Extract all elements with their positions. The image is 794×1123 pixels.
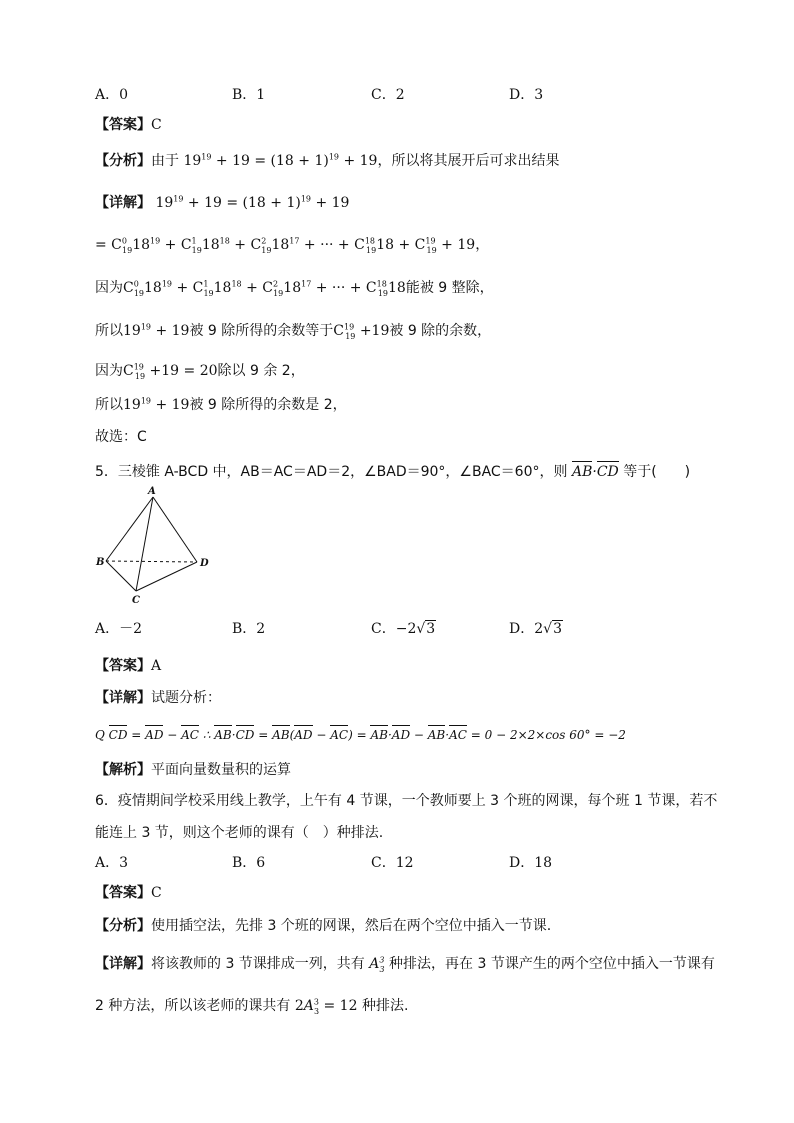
analysis-text: ，所以将其展开后可求出结果	[377, 153, 560, 169]
q4-detail-line-6	[95, 398, 347, 412]
answer-value: A	[151, 658, 162, 674]
q4-detail-line-5	[95, 362, 305, 381]
formula: $C^0_{19}18^{19} + C^1_{19}18^{18} + C^2_{19}18^{17}$ + ··· + $C^{18}_{19}18$	[123, 279, 406, 298]
q5-option-a: A．－2	[95, 621, 143, 637]
q4-detail-line-1	[95, 196, 349, 210]
q4-detail-line-3	[95, 279, 494, 298]
q4-detail-line-2	[95, 236, 490, 255]
vertex-label-d: D	[200, 558, 209, 569]
text: 所以	[95, 323, 123, 339]
answer-value: C	[151, 885, 162, 901]
vertex-label-b: B	[96, 557, 105, 568]
text: 因为	[95, 363, 123, 379]
detail-text: 种排法.	[361, 998, 409, 1014]
detail-text: 将该教师的 3 节课排成一列，共有	[151, 956, 365, 972]
q5-solution	[95, 763, 291, 777]
q6-option-a: A．3	[95, 855, 129, 871]
q6-option-b: B．6	[232, 855, 266, 871]
answer-tag: 【答案】	[95, 117, 151, 133]
formula: $2A^3_3 = 12$	[294, 997, 358, 1016]
detail-tag: 【详解】	[95, 690, 151, 706]
text: 所以	[95, 397, 123, 413]
text: 被 9 除所得的余数等于	[189, 323, 334, 339]
formula: = $C^0_{19}18^{19} + C^1_{19}18^{18} + C^2_{19}18^{17}$ + ··· + $C^{18}_{19}18 + C^{19}_{19} + 19$	[95, 236, 476, 255]
q6-detail-line-2	[95, 997, 409, 1016]
q4-analysis	[95, 154, 559, 168]
vertex-label-c: C	[132, 595, 140, 606]
text: 除以 9 余 2，	[217, 363, 305, 379]
answer-value: C	[151, 117, 162, 133]
text: ，	[475, 237, 490, 253]
formula: $19^{19} + 19$	[123, 396, 190, 413]
q4-option-b: B．1	[232, 87, 266, 103]
q4-option-d: D．3	[509, 87, 544, 103]
q4-option-c: C．2	[371, 87, 405, 103]
question-text: 5．三棱锥 A-BCD 中，AB＝AC＝AD＝2，∠BAD＝90°，∠BAC＝60°，则	[95, 464, 568, 480]
tetrahedron-diagram	[92, 485, 217, 607]
analysis-tag: 【分析】	[95, 918, 151, 934]
q4-conclusion: 故选：C	[95, 429, 147, 445]
detail-tag: 【详解】	[95, 956, 151, 972]
q4-answer	[95, 118, 162, 132]
text: 被 9 除所得的余数是 2，	[189, 397, 347, 413]
q5-answer	[95, 659, 161, 673]
text: 被 9 除的余数，	[389, 323, 492, 339]
solution-tag: 【解析】	[95, 762, 151, 778]
formula: $19^{19} + 19 = (18 + 1)^{19} + 19$	[155, 194, 350, 211]
detail-text: 种排法，再在 3 节课产生的两个空位中插入一节课有	[389, 956, 715, 972]
text: 因为	[95, 280, 123, 296]
q6-stem-line-2: 能连上 3 节，则这个老师的课有（ ）种排法.	[95, 825, 384, 841]
q6-analysis	[95, 919, 551, 933]
formula: $A^3_3$	[369, 955, 385, 974]
formula: $19^{19} + 19$	[123, 322, 190, 339]
q5-vector-formula: Q CD = AD − AC ∴ AB·CD = AB(AD − AC) = AB·AD − AB·AC = 0 − 2×2×cos 60° = −2	[95, 725, 626, 741]
q6-answer	[95, 886, 162, 900]
option-label: C．	[371, 621, 396, 637]
analysis-text: 由于	[151, 153, 179, 169]
q5-option-b: B．2	[232, 621, 266, 637]
formula: $C^{19}_{19} +19 = 20$	[123, 362, 218, 381]
q4-detail-line-4	[95, 322, 492, 341]
detail-tag: 【详解】	[95, 195, 151, 211]
q5-option-c: C．−2√3	[371, 621, 436, 637]
analysis-text: 使用插空法，先排 3 个班的网课，然后在两个空位中插入一节课.	[151, 918, 552, 934]
text: 能被 9 整除，	[405, 280, 494, 296]
answer-tag: 【答案】	[95, 885, 151, 901]
question-text: 等于( )	[623, 464, 691, 480]
detail-text: 试题分析：	[151, 690, 221, 706]
q5-stem	[95, 461, 690, 479]
option-label: D．	[509, 621, 535, 637]
formula: $C^{19}_{19} +19$	[333, 322, 390, 341]
vector-expr: AB·CD	[572, 464, 619, 480]
q5-option-d: D．2√3	[509, 621, 562, 637]
solution-text: 平面向量数量积的运算	[151, 762, 291, 778]
formula: $19^{19} + 19 = (18 + 1)^{19} + 19$	[183, 152, 378, 169]
q6-stem-line-1: 6．疫情期间学校采用线上教学，上午有 4 节课，一个教师要上 3 个班的网课，每个班 1 节课，若不	[95, 793, 718, 809]
detail-text: 2 种方法，所以该老师的课共有	[95, 998, 291, 1014]
answer-tag: 【答案】	[95, 658, 151, 674]
q6-option-c: C．12	[371, 855, 414, 871]
q4-option-a: A．0	[95, 87, 129, 103]
q6-detail-line-1	[95, 955, 715, 974]
vertex-label-a: A	[148, 486, 156, 497]
analysis-tag: 【分析】	[95, 153, 151, 169]
q5-detail	[95, 691, 221, 705]
q6-option-d: D．18	[509, 855, 553, 871]
